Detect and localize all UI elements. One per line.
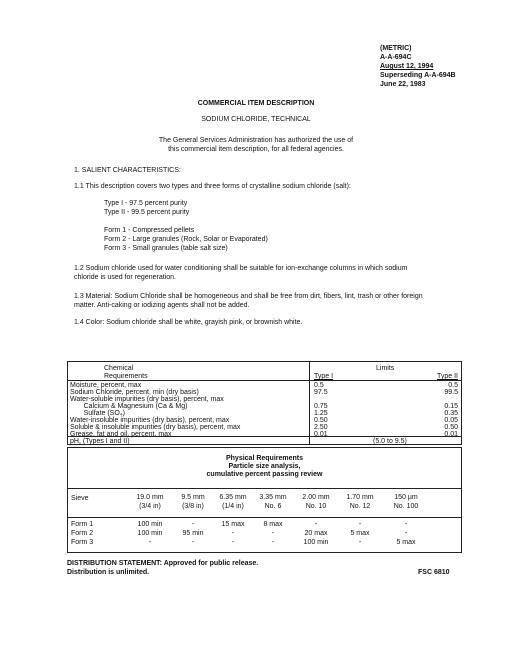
type-1-value: 0.75: [314, 403, 328, 410]
page-subtitle: SODIUM CHLORIDE, TECHNICAL: [201, 116, 311, 123]
ph-label: pH, (Types I and II): [70, 438, 130, 445]
phys-title-3: cumulative percent passing review: [206, 471, 323, 478]
type-2-value: 0.15: [444, 403, 458, 410]
phys-title-2: Particle size analysis,: [228, 463, 301, 470]
sieve-number: No. 6: [264, 503, 282, 510]
row-label: Water-insoluble impurities (dry basis), percent, max: [70, 417, 230, 424]
distribution-statement: DISTRIBUTION STATEMENT: Approved for public release.: [67, 560, 259, 567]
page-title: COMMERCIAL ITEM DESCRIPTION: [197, 100, 315, 107]
form-row-value: -: [148, 539, 152, 546]
sieve-number: (3/8 in): [182, 503, 204, 510]
form-row-value: 100 min: [303, 539, 329, 546]
form-row-value: -: [358, 521, 362, 528]
phys-rule-1: [68, 488, 461, 489]
sieve-number: No. 12: [349, 503, 371, 510]
form-row-value: 95 min: [182, 530, 204, 537]
form-row-label: Form 2: [71, 530, 94, 537]
sieve-size: 6.35 mm: [219, 494, 247, 501]
sieve-size: 19.0 mm: [136, 494, 164, 501]
paragraph-1-3-line-2: matter. Anti-caking or iodizing agents shall not be added.: [74, 302, 250, 309]
type-1-value: 97.5: [314, 389, 328, 396]
form-row-value: 100 min: [137, 521, 163, 528]
row-label: Calcium & Magnesium (Ca & Mg): [70, 403, 188, 410]
row-label: Grease, fat and oil, percent, max: [70, 431, 172, 438]
old-date: June 22, 1983: [380, 81, 426, 88]
form-row-value: 15 max: [221, 521, 245, 528]
sieve-size: 150 µm: [394, 494, 418, 501]
paragraph-1-3-line-1: 1.3 Material: Sodium Chloride shall be homogeneous and shall be free from dirt, fibers, lint, trash or other foreign: [74, 293, 423, 300]
sieve-size: 9.5 mm: [181, 494, 205, 501]
fsc-code: FSC 6810: [418, 569, 450, 576]
header-type-2: Type II: [436, 373, 458, 380]
intro-line-2: this commercial item description, for all federal agencies.: [168, 146, 344, 153]
paragraph-1-2-line-1: 1.2 Sodium chloride used for water conditioning shall be suitable for ion-exchange columns in which sodium: [74, 265, 408, 272]
type-1-value: 1.25: [314, 410, 328, 417]
header-chemical: Chemical: [104, 365, 134, 372]
form-row-value: 8 max: [263, 521, 283, 528]
form-row-value: -: [271, 539, 275, 546]
paragraph-1-1: 1.1 This description covers two types and three forms of crystalline sodium chloride (salt):: [74, 183, 351, 190]
header-type-1: Type I: [314, 373, 334, 380]
form-row-value: -: [314, 521, 318, 528]
type-1-value: 0.50: [314, 417, 328, 424]
type-2-value: 0.5: [448, 382, 458, 389]
form-row-value: -: [404, 530, 408, 537]
sieve-size: 3.35 mm: [259, 494, 287, 501]
type-2-value: 0.50: [444, 424, 458, 431]
form-row-value: -: [231, 530, 235, 537]
form-row-value: 5 max: [396, 539, 416, 546]
phys-rule-2: [68, 517, 461, 518]
paragraph-1-2-line-2: chloride is used for regeneration.: [74, 274, 176, 281]
paragraph-1-4: 1.4 Color: Sodium chloride shall be white, grayish pink, or brownish white.: [74, 319, 303, 326]
form-row-value: 20 max: [304, 530, 328, 537]
form-row-value: -: [191, 539, 195, 546]
form-row-value: -: [191, 521, 195, 528]
type-2-value: 0.05: [444, 417, 458, 424]
form-row-value: 5 max: [350, 530, 370, 537]
header-requirements: Requirements: [104, 373, 148, 380]
form-3: Form 3 - Small granules (table salt size): [104, 245, 228, 252]
type-2-value: 0.01: [444, 431, 458, 438]
form-row-value: -: [271, 530, 275, 537]
form-row-value: -: [358, 539, 362, 546]
header-limits: Limits: [376, 365, 395, 372]
row-label: Soluble & insoluble impurities (dry basis), percent, max: [70, 424, 241, 431]
metric-label: (METRIC): [380, 45, 412, 52]
intro-line-1: The General Services Administration has authorized the use of: [158, 137, 354, 144]
type-2: Type II - 99.5 percent purity: [104, 209, 190, 216]
type-1-value: 0.01: [314, 431, 328, 438]
sieve-label: Sieve: [71, 495, 89, 502]
distribution-unlimited: Distribution is unlimited.: [67, 569, 150, 576]
form-1: Form 1 - Compressed pellets: [104, 227, 195, 234]
document-date: August 12, 1994: [380, 63, 434, 70]
type-2-value: 0.35: [444, 410, 458, 417]
sieve-number: No. 10: [305, 503, 327, 510]
physical-requirements-table: [67, 447, 462, 553]
type-1: Type I - 97.5 percent purity: [104, 200, 188, 207]
supersedes-label: Superseding A-A-694B: [380, 72, 456, 79]
form-row-value: -: [231, 539, 235, 546]
row-label: Water-soluble impurities (dry basis), percent, max: [70, 396, 224, 403]
document-header: [380, 44, 456, 89]
sieve-number: No. 100: [393, 503, 419, 510]
form-row-value: 100 min: [137, 530, 163, 537]
document-id: A-A-694C: [380, 54, 412, 61]
type-1-value: 0.5: [314, 382, 324, 389]
phys-title-1: Physical Requirements: [225, 455, 304, 462]
form-row-label: Form 3: [71, 539, 94, 546]
row-label: Sodium Chloride, percent, min (dry basis): [70, 389, 199, 396]
row-label: Moisture, percent, max: [70, 382, 142, 389]
sieve-size: 1.70 mm: [346, 494, 374, 501]
sieve-number: (1/4 in): [222, 503, 244, 510]
sieve-number: (3/4 in): [139, 503, 161, 510]
ph-value: (5.0 to 9.5): [373, 438, 407, 445]
row-label: Sulfate (SO₄): [70, 410, 125, 417]
sieve-size: 2.00 mm: [302, 494, 330, 501]
form-2: Form 2 - Large granules (Rock, Solar or Evaporated): [104, 236, 268, 243]
type-2-value: 99.5: [444, 389, 458, 396]
chemical-requirements-table: [67, 361, 462, 445]
type-1-value: 2.50: [314, 424, 328, 431]
form-row-label: Form 1: [71, 521, 94, 528]
section-1-heading: 1. SALIENT CHARACTERISTICS:: [74, 167, 181, 174]
form-row-value: -: [404, 521, 408, 528]
